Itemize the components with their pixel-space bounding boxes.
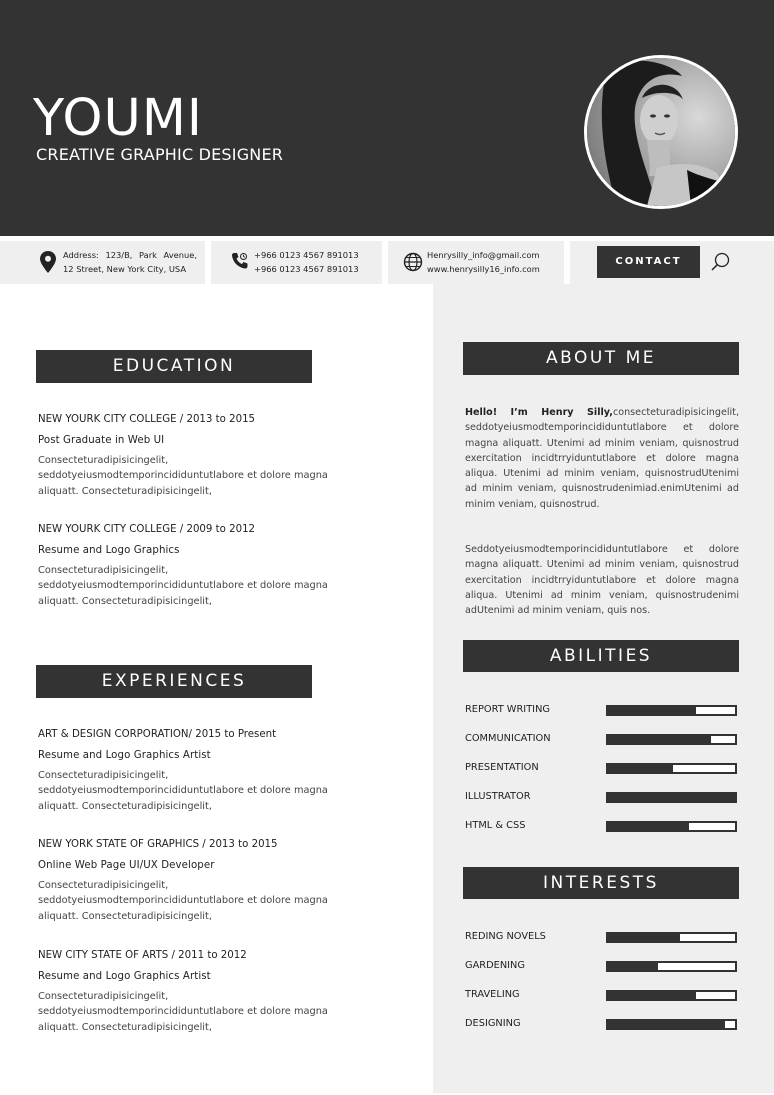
website-link[interactable]: www.henrysilly16_info.com <box>427 264 540 274</box>
phone-text <box>254 248 359 276</box>
ability-row <box>465 732 737 746</box>
ability-label: HTML & CSS <box>465 820 526 831</box>
contact-strip <box>0 241 774 284</box>
ability-label: ILLUSTRATOR <box>465 791 531 802</box>
entry-org: NEW CITY STATE OF ARTS / 2011 to 2012 <box>38 950 247 961</box>
ability-bar <box>606 734 737 745</box>
interest-bar <box>606 932 737 943</box>
ability-bar <box>606 705 737 716</box>
location-pin-icon <box>40 251 56 273</box>
entry-desc: Consecteturadipisicingelit, seddotyeiusmodtemporincididuntutlabore et dolore magna aliquatt. Consecteturadipisicingelit, <box>38 565 328 607</box>
address-line-2: 12 Street, New York City, USA <box>63 264 187 274</box>
phone-cell <box>211 241 382 284</box>
web-cell <box>388 241 564 284</box>
experience-entry <box>38 728 358 814</box>
phone-icon <box>231 252 249 270</box>
address-line-1: Address: 123/B, Park Avenue, <box>63 250 197 260</box>
email-link[interactable]: Henrysilly_info@gmail.com <box>427 250 540 260</box>
contact-action-cell <box>570 241 774 284</box>
interest-row <box>465 959 737 973</box>
web-text <box>427 248 540 276</box>
entry-org: NEW YOURK CITY COLLEGE / 2013 to 2015 <box>38 414 256 425</box>
profile-photo <box>584 55 738 209</box>
ability-bar-fill <box>608 794 735 801</box>
interest-label: DESIGNING <box>465 1018 521 1029</box>
ability-bar-fill <box>608 823 689 830</box>
interest-row <box>465 1017 737 1031</box>
ability-bar-fill <box>608 707 696 714</box>
education-heading: EDUCATION <box>36 350 312 383</box>
ability-bar <box>606 792 737 803</box>
job-title: CREATIVE GRAPHIC DESIGNER <box>36 145 284 164</box>
interest-label: REDING NOVELS <box>465 931 546 942</box>
experience-entry <box>38 838 358 924</box>
phone-number-1: +966 0123 4567 891013 <box>254 250 359 260</box>
entry-org: ART & DESIGN CORPORATION/ 2015 to Present <box>38 729 277 740</box>
interest-bar <box>606 961 737 972</box>
interest-bar-fill <box>608 1021 725 1028</box>
entry-role: Post Graduate in Web UI <box>38 435 165 446</box>
ability-bar <box>606 763 737 774</box>
interest-row <box>465 930 737 944</box>
about-paragraph-1-text: consecteturadipisicingelit, seddotyeiusmodtemporincididuntutlabore et dolore magna aliquatt. Utenimi ad minim veniam, quisnostrud exercitation incidtrryiduntutlabore et dolore magna aliqua. Utenimi ad minim veniam, quisnostrudUtenimi ad minim veniam, quisnostrudenimiad.enimUtenimi ad minim veniam, quisnostrud. <box>465 407 739 510</box>
ability-label: COMMUNICATION <box>465 733 551 744</box>
ability-bar <box>606 821 737 832</box>
person-name: YOUMI <box>33 89 203 148</box>
interest-bar-fill <box>608 934 680 941</box>
about-heading: ABOUT ME <box>463 342 739 375</box>
about-paragraph-1 <box>465 405 739 512</box>
entry-desc: Consecteturadipisicingelit, seddotyeiusmodtemporincididuntutlabore et dolore magna aliquatt. Consecteturadipisicingelit, <box>38 770 328 812</box>
ability-label: PRESENTATION <box>465 762 539 773</box>
education-entry <box>38 523 358 609</box>
interest-label: GARDENING <box>465 960 525 971</box>
resume-header <box>0 0 774 236</box>
entry-role: Resume and Logo Graphics Artist <box>38 971 211 982</box>
education-entry <box>38 413 358 499</box>
about-greeting: Hello! I’m Henry Silly, <box>465 407 613 418</box>
ability-row <box>465 790 737 804</box>
entry-org: NEW YORK STATE OF GRAPHICS / 2013 to 2015 <box>38 839 278 850</box>
entry-org: NEW YOURK CITY COLLEGE / 2009 to 2012 <box>38 524 256 535</box>
interest-bar <box>606 990 737 1001</box>
about-paragraph-2: Seddotyeiusmodtemporincididuntutlabore et dolore magna aliquatt. Utenimi ad minim veniam, quisnostrud exercitation incidtrryiduntutlabore et dolore magna aliqua. Utenimi ad minim veniam, quisnostrudenimi adUtenimi ad minim veniam, quis nos. <box>465 544 739 617</box>
interest-bar <box>606 1019 737 1030</box>
abilities-heading: ABILITIES <box>463 640 739 672</box>
ability-row <box>465 819 737 833</box>
ability-row <box>465 703 737 717</box>
address-text <box>63 248 197 276</box>
ability-row <box>465 761 737 775</box>
portrait-image <box>587 58 735 206</box>
entry-role: Resume and Logo Graphics Artist <box>38 750 211 761</box>
phone-number-2: +966 0123 4567 891013 <box>254 264 359 274</box>
entry-role: Online Web Page UI/UX Developer <box>38 860 215 871</box>
interest-row <box>465 988 737 1002</box>
globe-icon <box>403 252 423 272</box>
ability-bar-fill <box>608 765 673 772</box>
entry-role: Resume and Logo Graphics <box>38 545 180 556</box>
contact-button[interactable]: CONTACT <box>597 246 700 278</box>
entry-desc: Consecteturadipisicingelit, seddotyeiusmodtemporincididuntutlabore et dolore magna aliquatt. Consecteturadipisicingelit, <box>38 991 328 1033</box>
entry-desc: Consecteturadipisicingelit, seddotyeiusmodtemporincididuntutlabore et dolore magna aliquatt. Consecteturadipisicingelit, <box>38 880 328 922</box>
search-icon[interactable] <box>710 251 732 273</box>
ability-label: REPORT WRITING <box>465 704 550 715</box>
entry-desc: Consecteturadipisicingelit, seddotyeiusmodtemporincididuntutlabore et dolore magna aliquatt. Consecteturadipisicingelit, <box>38 455 328 497</box>
interest-label: TRAVELING <box>465 989 520 1000</box>
experiences-heading: EXPERIENCES <box>36 665 312 698</box>
interest-bar-fill <box>608 963 658 970</box>
address-cell <box>0 241 205 284</box>
interest-bar-fill <box>608 992 696 999</box>
experience-entry <box>38 949 358 1035</box>
ability-bar-fill <box>608 736 711 743</box>
interests-heading: INTERESTS <box>463 867 739 899</box>
